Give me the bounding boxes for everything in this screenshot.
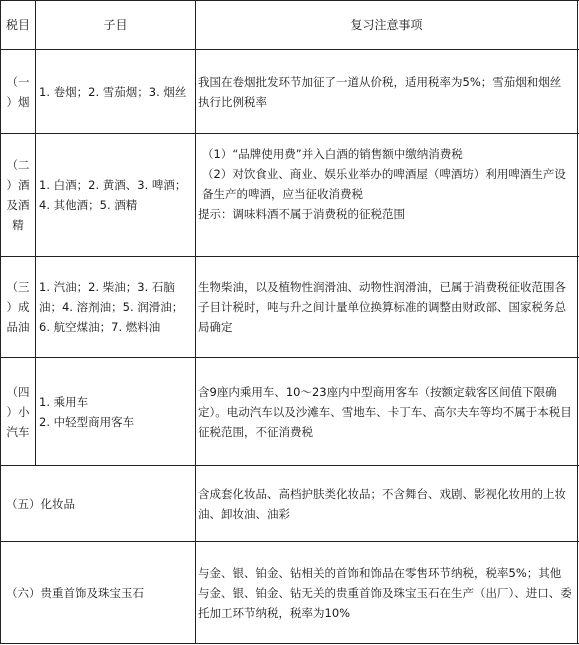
row-2-tax-text: （二 ）酒 及酒 精: [6, 158, 30, 232]
row-1-tax-text: （一 ）烟: [6, 74, 30, 109]
row-5-note-1: 含成套化妆品、高档护肤类化妆品；不含舞台、戏剧、影视化妆用的上妆油、卸妆油、油彩: [198, 486, 566, 521]
row-2-note-1: （1）“品牌使用费”并入白酒的销售额中缴纳消费税: [202, 147, 463, 161]
row-4-sub: [37, 358, 193, 465]
header-tax-label: 税目: [5, 18, 30, 32]
row-5-tax: [6, 466, 194, 541]
row-1-note-1: 我国在卷烟批发环节加征了一道从价税，适用税率为5%；雪茄烟和烟丝执行比例税率: [198, 74, 562, 109]
row-1-tax: [1, 50, 35, 133]
row-3-note-1: 生物柴油，以及植物性润滑油、动物性润滑油，已属于消费税征收范围各子目计税时，吨与升之间计量单位换算标准的调整由财政部、国家税务总局确定: [198, 280, 566, 334]
rule-sub-notes: [195, 0, 196, 644]
row-1-sub-text: 1. 卷烟；2. 雪茄烟；3. 烟丝: [39, 84, 187, 99]
row-4-note-1: 含9座内乘用车、10～23座内中型商用客车（按额定载客区间值下限确定）。电动汽车以及沙滩车、雪地车、卡丁车、高尔夫车等均不属于本税目征税范围，不征消费税: [198, 384, 572, 439]
row-3-tax-text: （三 ）成 品油: [6, 280, 30, 334]
row-5-tax-text: （五）化妆品: [6, 496, 75, 511]
row-3-sub: [37, 257, 193, 357]
row-4-sub-item-1: 1. 乘用车: [39, 394, 89, 409]
row-6-tax-text: （六）贵重首饰及珠宝玉石: [6, 585, 144, 600]
row-2-notes: [198, 144, 576, 254]
row-4-sub-item-2: 2. 中轻型商用客车: [39, 414, 135, 429]
row-4-notes: [198, 358, 576, 465]
row-1-sub: [37, 50, 193, 133]
rule-bottom: [0, 643, 579, 644]
row-1-notes: [198, 50, 576, 133]
row-2-note-2: （2）对饮食业、商业、娱乐业举办的啤酒屋（啤酒坊）利用啤酒生产设备生产的啤酒，应当征收消费税: [202, 167, 566, 201]
rule-tax-sub: [35, 0, 36, 466]
row-3-sub-text: 1. 汽油；2. 柴油；3. 石脑油；4. 溶剂油；5. 润滑油；6. 航空煤油；7. 燃料油: [39, 280, 184, 334]
row-3-notes: [198, 257, 576, 357]
row-4-tax-text: （四 ）小 汽车: [6, 384, 30, 439]
row-6-notes: [198, 542, 576, 643]
row-2-tax: [1, 134, 35, 256]
row-2-note-3: 提示：调味料酒不属于消费税的征税范围: [198, 207, 405, 221]
row-4-tax: [1, 358, 35, 465]
row-6-note-1: 与金、银、铂金、钻相关的首饰和饰品在零售环节纳税，税率5%；其他与金、银、铂金、钻无关的贵重首饰及珠宝玉石在生产（出厂）、进口、委托加工环节纳税，税率为10%: [198, 565, 572, 620]
header-sub-label: 子目: [103, 18, 128, 32]
row-6-tax: [6, 542, 194, 643]
row-2-sub-text: 1. 白酒；2. 黄酒、3. 啤酒；4. 其他酒；5. 酒精: [39, 178, 187, 212]
row-5-notes: [198, 466, 576, 541]
header-sub: [36, 1, 195, 49]
rule-right: [577, 0, 578, 644]
row-2-sub: [37, 134, 193, 256]
header-notes: [196, 1, 577, 49]
header-tax: [1, 1, 35, 49]
header-notes-label: 复习注意事项: [350, 18, 423, 32]
row-3-tax: [1, 257, 35, 357]
